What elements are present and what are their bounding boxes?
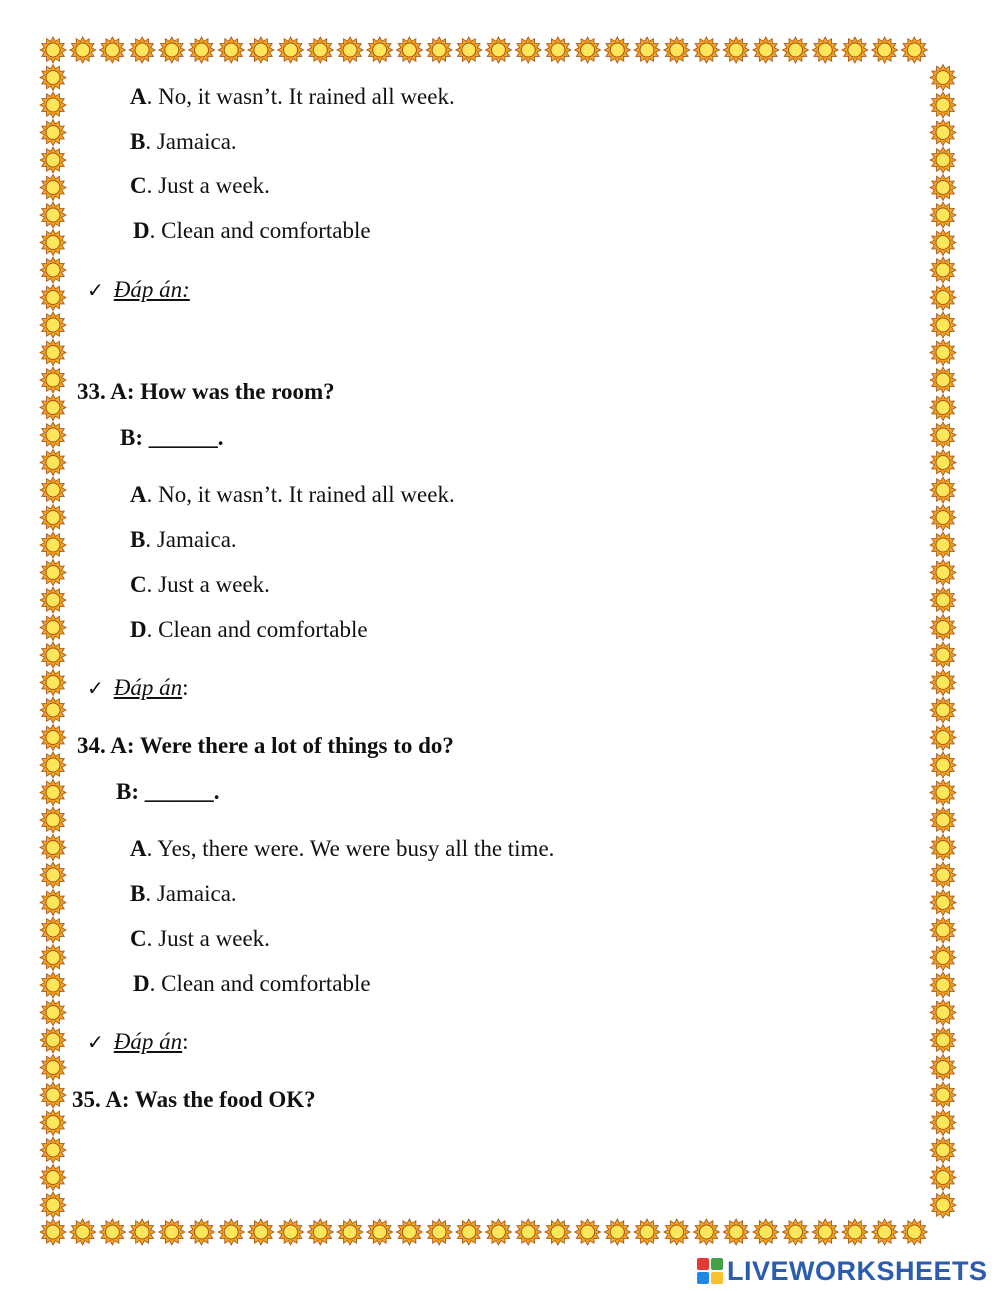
sun-icon [40,395,66,421]
sun-icon [40,120,66,146]
sun-icon [930,285,956,311]
sun-icon [40,312,66,338]
sun-icon [40,1110,66,1136]
sun-icon [129,37,155,63]
sun-icon [930,1000,956,1026]
sun-icon [723,37,749,63]
liveworksheets-logo [697,1255,988,1287]
sun-icon [40,202,66,228]
sun-icon [40,92,66,118]
sun-icon [930,65,956,91]
sun-icon [40,1082,66,1108]
sun-icon [367,1219,393,1245]
sun-icon [930,945,956,971]
sun-icon [930,532,956,558]
sun-icon [930,505,956,531]
sun-icon [930,752,956,778]
sun-icon [70,1219,96,1245]
sun-icon [307,1219,333,1245]
q33-option-c: C. Just a week. [130,572,270,597]
sun-icon [930,92,956,118]
sun-icon [99,1219,125,1245]
sun-icon [930,560,956,586]
sun-icon [693,37,719,63]
sun-icon [159,37,185,63]
sun-icon [307,37,333,63]
sun-icon [604,1219,630,1245]
sun-icon [930,835,956,861]
sun-icon [930,120,956,146]
q34-option-b: B. Jamaica. [130,881,237,906]
sun-icon [812,37,838,63]
sun-icon [396,37,422,63]
sun-icon [426,1219,452,1245]
sun-icon [930,450,956,476]
sun-icon [40,65,66,91]
sun-icon [753,1219,779,1245]
q33-option-a: A. No, it wasn’t. It rained all week. [130,482,455,507]
sun-icon [40,642,66,668]
sun-icon [40,780,66,806]
sun-icon [930,862,956,888]
sun-icon [40,37,66,63]
sun-icon [575,37,601,63]
sun-icon [40,945,66,971]
sun-icon [872,1219,898,1245]
sun-icon [40,587,66,613]
sun-icon [189,1219,215,1245]
sun-icon [40,697,66,723]
sun-icon [278,37,304,63]
sun-icon [930,697,956,723]
sun-icon [40,560,66,586]
sun-icon [189,37,215,63]
sun-icon [930,972,956,998]
sun-icon [930,175,956,201]
sun-icon [40,615,66,641]
logo-text: LIVEWORKSHEETS [727,1255,988,1286]
sun-icon [664,1219,690,1245]
q34-option-c: C. Just a week. [130,926,270,951]
sun-icon [930,1027,956,1053]
sun-icon [930,670,956,696]
sun-icon [40,257,66,283]
sun-icon [40,450,66,476]
q33-answer: ✓ Đáp án: [87,675,189,700]
sun-icon [930,1055,956,1081]
sun-icon [456,37,482,63]
sun-icon [930,477,956,503]
sun-icon [930,725,956,751]
sun-icon [40,862,66,888]
sun-icon [40,752,66,778]
sun-icon [70,37,96,63]
q34-option-a: A. Yes, there were. We were busy all the time. [130,836,555,861]
prev-answer: ✓ Đáp án: [87,277,190,302]
prev-option-a: A. No, it wasn’t. It rained all week. [130,84,455,109]
sun-icon [930,202,956,228]
sun-icon [248,1219,274,1245]
question-33-b-blank: B: ______. [120,425,224,450]
sun-icon [278,1219,304,1245]
sun-icon [783,37,809,63]
sun-icon [545,37,571,63]
sun-icon [930,807,956,833]
sun-icon [634,37,660,63]
sun-icon [930,1110,956,1136]
sun-icon [664,37,690,63]
sun-icon [40,1137,66,1163]
sun-icon [367,37,393,63]
sun-icon [40,422,66,448]
prev-option-b: B. Jamaica. [130,129,237,154]
sun-icon [842,37,868,63]
sun-icon [396,1219,422,1245]
sun-icon [930,917,956,943]
sun-icon [40,670,66,696]
sun-icon [723,1219,749,1245]
sun-icon [40,147,66,173]
sun-icon [40,532,66,558]
q34-answer: ✓ Đáp án: [87,1029,189,1054]
sun-icon [426,37,452,63]
sun-icon [930,1137,956,1163]
sun-icon [40,175,66,201]
sun-icon [901,37,927,63]
prev-option-c: C. Just a week. [130,173,270,198]
sun-icon [40,340,66,366]
q34-option-d: D. Clean and comfortable [133,971,371,996]
sun-icon [604,37,630,63]
sun-icon [930,422,956,448]
sun-icon [515,1219,541,1245]
sun-icon [218,37,244,63]
sun-icon [930,780,956,806]
question-34: 34. A: Were there a lot of things to do? [77,733,454,758]
sun-icon [486,1219,512,1245]
checkmark-icon: ✓ [87,278,104,302]
sun-icon [872,37,898,63]
sun-icon [40,1055,66,1081]
sun-icon [930,312,956,338]
sun-icon [40,917,66,943]
sun-icon [930,1082,956,1108]
sun-icon [40,367,66,393]
sun-icon [40,1192,66,1218]
sun-icon [930,1192,956,1218]
sun-icon [337,1219,363,1245]
sun-icon [634,1219,660,1245]
sun-icon [99,37,125,63]
sun-icon [40,725,66,751]
sun-icon [693,1219,719,1245]
logo-blocks-icon [697,1258,723,1284]
sun-icon [40,477,66,503]
sun-icon [40,1027,66,1053]
sun-icon [40,1000,66,1026]
sun-icon [930,147,956,173]
sun-icon [930,230,956,256]
sun-icon [930,257,956,283]
sun-icon [930,587,956,613]
sun-icon [753,37,779,63]
sun-icon [456,1219,482,1245]
sun-icon [930,642,956,668]
sun-icon [40,890,66,916]
sun-icon [218,1219,244,1245]
sun-icon [901,1219,927,1245]
question-35: 35. A: Was the food OK? [72,1087,316,1112]
sun-icon [930,1165,956,1191]
sun-icon [337,37,363,63]
sun-icon [515,37,541,63]
sun-icon [812,1219,838,1245]
sun-icon [40,285,66,311]
sun-icon [930,890,956,916]
q33-option-d: D. Clean and comfortable [130,617,368,642]
checkmark-icon: ✓ [87,676,104,700]
sun-icon [486,37,512,63]
sun-icon [40,1165,66,1191]
sun-icon [575,1219,601,1245]
sun-icon [930,395,956,421]
question-33: 33. A: How was the room? [77,379,335,404]
checkmark-icon: ✓ [87,1030,104,1054]
sun-icon [40,807,66,833]
question-34-b-blank: B: ______. [116,779,220,804]
sun-icon [40,230,66,256]
sun-icon [248,37,274,63]
sun-icon [159,1219,185,1245]
sun-icon [40,505,66,531]
prev-option-d: D. Clean and comfortable [133,218,371,243]
sun-icon [930,340,956,366]
sun-icon [545,1219,571,1245]
sun-icon [129,1219,155,1245]
q33-option-b: B. Jamaica. [130,527,237,552]
sun-icon [40,835,66,861]
sun-icon [842,1219,868,1245]
sun-icon [783,1219,809,1245]
sun-icon [930,367,956,393]
sun-icon [40,1219,66,1245]
sun-icon [40,972,66,998]
sun-icon [930,615,956,641]
